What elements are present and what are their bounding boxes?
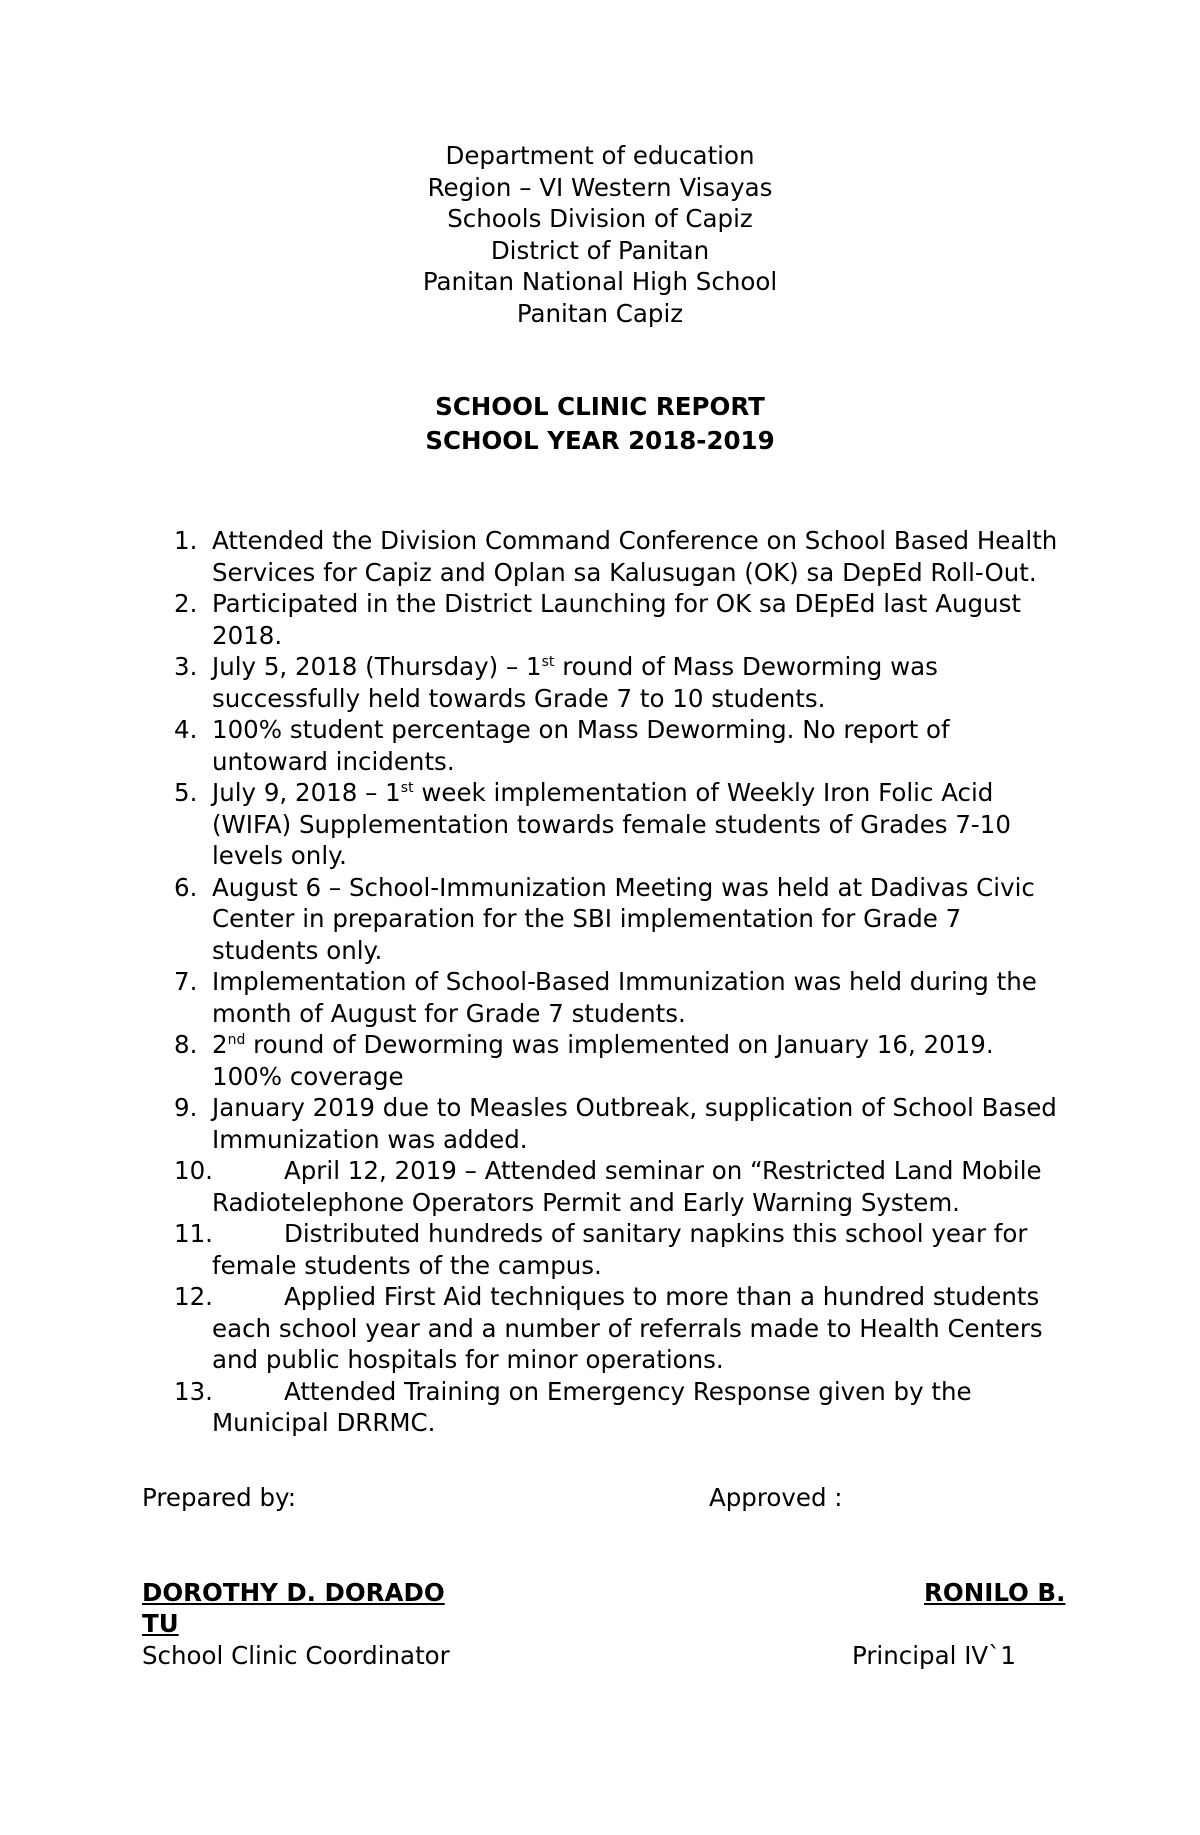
list-item (0, 714, 1062, 777)
prepared-by-label: Prepared by: (142, 1483, 296, 1512)
ordinal-suffix: st (400, 780, 414, 796)
list-item-text: Attended the Division Command Conference on School Based Health Services for Capiz and Oplan sa Kalusugan (OK) sa DepEd Roll-Out. (212, 526, 1058, 587)
list-item-number: 11. (174, 1219, 213, 1248)
list-item (0, 1029, 1062, 1092)
header-location: Panitan Capiz (516, 298, 684, 328)
approver-name-part1: RONILO B. (924, 1578, 1066, 1607)
header-district: District of Panitan (490, 235, 710, 265)
list-item-number: 1. (174, 526, 198, 555)
header-school: Panitan National High School (422, 267, 778, 296)
list-item (0, 1092, 1062, 1155)
report-title (0, 390, 1200, 458)
report-title-line1: SCHOOL CLINIC REPORT (435, 392, 765, 421)
list-item-text: April 12, 2019 – Attended seminar on “Restricted Land Mobile Radiotelephone Operators Permit and Early Warning System. (212, 1156, 1042, 1217)
list-item-text: Attended Training on Emergency Response given by the Municipal DRRMC. (212, 1376, 972, 1437)
report-items-list (0, 525, 1200, 1439)
ordinal-suffix: st (541, 654, 555, 670)
list-item-text: 100% student percentage on Mass Deworming. No report of untoward incidents. (212, 715, 950, 776)
preparer-title: School Clinic Coordinator (142, 1641, 450, 1670)
list-item (0, 966, 1062, 1029)
list-item-number: 13. (174, 1376, 213, 1406)
list-item-number: 8. (174, 1030, 198, 1059)
list-item-number: 6. (174, 872, 198, 902)
approver-title: Principal IV`1 (852, 1641, 1017, 1670)
list-item-text-pre: July 5, 2018 (Thursday) – 1 (212, 652, 542, 681)
list-item-number: 10. (174, 1156, 213, 1185)
list-item-number: 2. (174, 589, 198, 618)
list-item-text-post: round of Deworming was implemented on January 16, 2019. 100% coverage (212, 1030, 994, 1091)
list-item-text-post: round of Mass Deworming was successfully held towards Grade 7 to 10 students. (212, 652, 938, 713)
list-item-text: Participated in the District Launching for OK sa DEpEd last August 2018. (212, 589, 1021, 650)
header-region: Region – VI Western Visayas (427, 172, 773, 202)
header-department: Department of education (445, 141, 755, 170)
list-item (0, 1218, 1062, 1281)
list-item-number: 5. (174, 778, 198, 807)
ordinal-suffix: nd (227, 1032, 246, 1048)
list-item-text-pre: 2 (212, 1030, 228, 1059)
list-item-text: Applied First Aid techniques to more than a hundred students each school year and a number of referrals made to Health Centers and public hospitals for minor operations. (212, 1282, 1043, 1374)
list-item-text: January 2019 due to Measles Outbreak, supplication of School Based Immunization was added. (212, 1093, 1057, 1154)
list-item (0, 1155, 1062, 1218)
list-item-number: 12. (174, 1282, 213, 1311)
list-item (0, 872, 1062, 967)
list-item (0, 525, 1062, 588)
list-item-text: Implementation of School-Based Immunization was held during the month of August for Grade 7 students. (212, 967, 1037, 1028)
list-item-text-post: week implementation of Weekly Iron Folic Acid (WIFA) Supplementation towards female students of Grades 7-10 levels only. (212, 778, 1011, 870)
approver-name-part2: TU (142, 1609, 179, 1638)
document-header (0, 140, 1200, 329)
preparer-name: DOROTHY D. DORADO (142, 1578, 445, 1607)
list-item (0, 651, 1062, 714)
approved-label: Approved : (709, 1483, 843, 1512)
list-item-text: August 6 – School-Immunization Meeting was held at Dadivas Civic Center in preparation for the SBI implementation for Grade 7 students only. (212, 872, 1035, 965)
list-item-text-pre: July 9, 2018 – 1 (212, 778, 401, 807)
list-item-number: 9. (174, 1093, 198, 1122)
report-title-line2: SCHOOL YEAR 2018-2019 (425, 426, 775, 455)
list-item-number: 3. (174, 652, 198, 681)
list-item (0, 1376, 1062, 1439)
header-division: Schools Division of Capiz (447, 204, 753, 233)
list-item (0, 1281, 1062, 1376)
list-item-number: 7. (174, 967, 198, 996)
list-item-number: 4. (174, 715, 198, 744)
list-item (0, 588, 1062, 651)
list-item-text: Distributed hundreds of sanitary napkins this school year for female students of the campus. (212, 1219, 1028, 1280)
list-item (0, 777, 1062, 872)
